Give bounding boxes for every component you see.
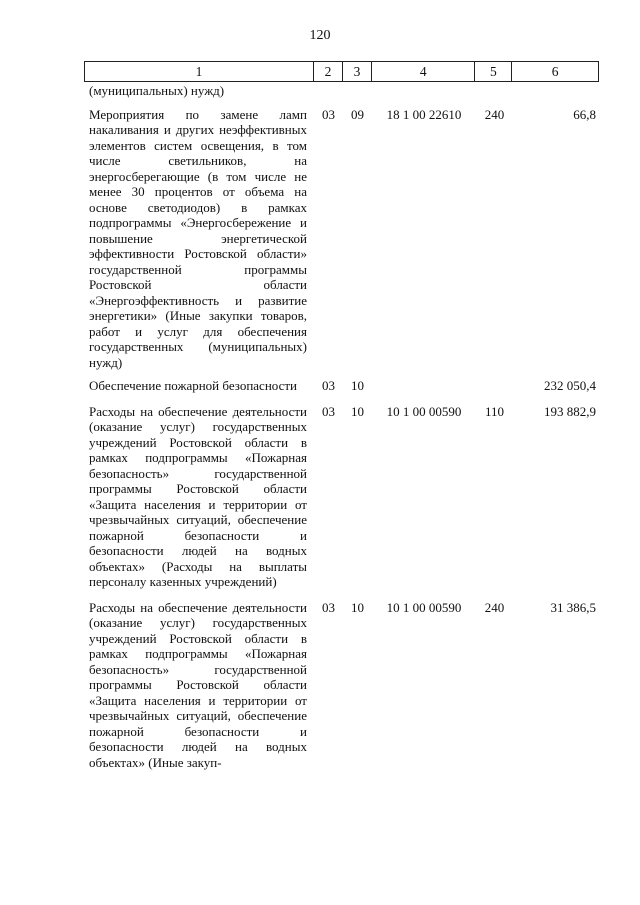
table-row <box>84 378 599 394</box>
row-target-article: 10 1 00 00590 <box>386 599 462 615</box>
row-amount: 66,8 <box>573 106 596 122</box>
table-row <box>84 600 599 771</box>
row-expense-type: 240 <box>484 106 505 122</box>
row-target-article: 10 1 00 00590 <box>386 403 462 419</box>
row-section: 03 <box>322 599 335 615</box>
row-subsection: 10 <box>351 378 364 393</box>
row-target-article <box>372 378 476 394</box>
row-name: Мероприятия по замене ламп накаливания и других неэффективных элементов систем освещения, в том числе светильников, на энергосберегающие (в том числе не менее 30 процентов от объема на основе светодиодов) в рамках подпрограммы «Энергосбережение и повышение энергетической эффективности Ростовской области» государственной программы Ростовской области «Энергоэффективность и развитие энергетики» (Иные закупки товаров, работ и услуг для обеспечения государственных (муниципальных) нужд) <box>89 106 307 370</box>
row-section: 03 <box>322 106 335 122</box>
header-col-3: 3 <box>343 62 372 81</box>
row-expense-type: 240 <box>484 599 505 615</box>
row-subsection: 09 <box>351 106 364 122</box>
row-name: Обеспечение пожарной безопасности <box>89 378 298 393</box>
row-name: Расходы на обеспечение деятельности (оказание услуг) государственных учреждений Ростовской области в рамках подпрограммы «Пожарная безопасность» государственной программы Ростовской области «Защита населения и территории от чрезвычайных ситуаций, обеспечение пожарной безопасности и безопасности людей на водных объектах» (Иные закуп- <box>89 599 307 770</box>
header-col-2: 2 <box>314 62 343 81</box>
continuation-text: (муниципальных) нужд) <box>89 83 225 98</box>
row-expense-type <box>476 378 513 394</box>
page-number: 120 <box>309 28 331 43</box>
budget-table <box>84 61 599 770</box>
row-amount: 193 882,9 <box>544 403 596 419</box>
row-subsection: 10 <box>351 599 364 615</box>
table-row <box>84 404 599 590</box>
header-col-4: 4 <box>372 62 476 81</box>
header-col-6: 6 <box>551 63 559 79</box>
table-row <box>84 107 599 371</box>
row-amount: 232 050,4 <box>544 378 596 393</box>
row-section: 03 <box>322 378 335 393</box>
row-name: Расходы на обеспечение деятельности (оказание услуг) государственных учреждений Ростовской области в рамках подпрограммы «Пожарная безопасность» государственной программы Ростовской области «Защита населения и территории от чрезвычайных ситуаций, обеспечение пожарной безопасности и безопасности людей на водных объектах» (Расходы на выплаты персоналу казенных учреждений) <box>89 403 307 589</box>
row-expense-type: 110 <box>484 403 505 419</box>
header-col-5: 5 <box>475 62 512 81</box>
header-col-1: 1 <box>85 62 314 81</box>
row-amount: 31 386,5 <box>550 599 596 615</box>
continuation-row <box>84 83 599 99</box>
row-target-article: 18 1 00 22610 <box>386 106 462 122</box>
table-header <box>84 61 599 82</box>
row-section: 03 <box>322 403 335 419</box>
row-subsection: 10 <box>351 403 364 419</box>
